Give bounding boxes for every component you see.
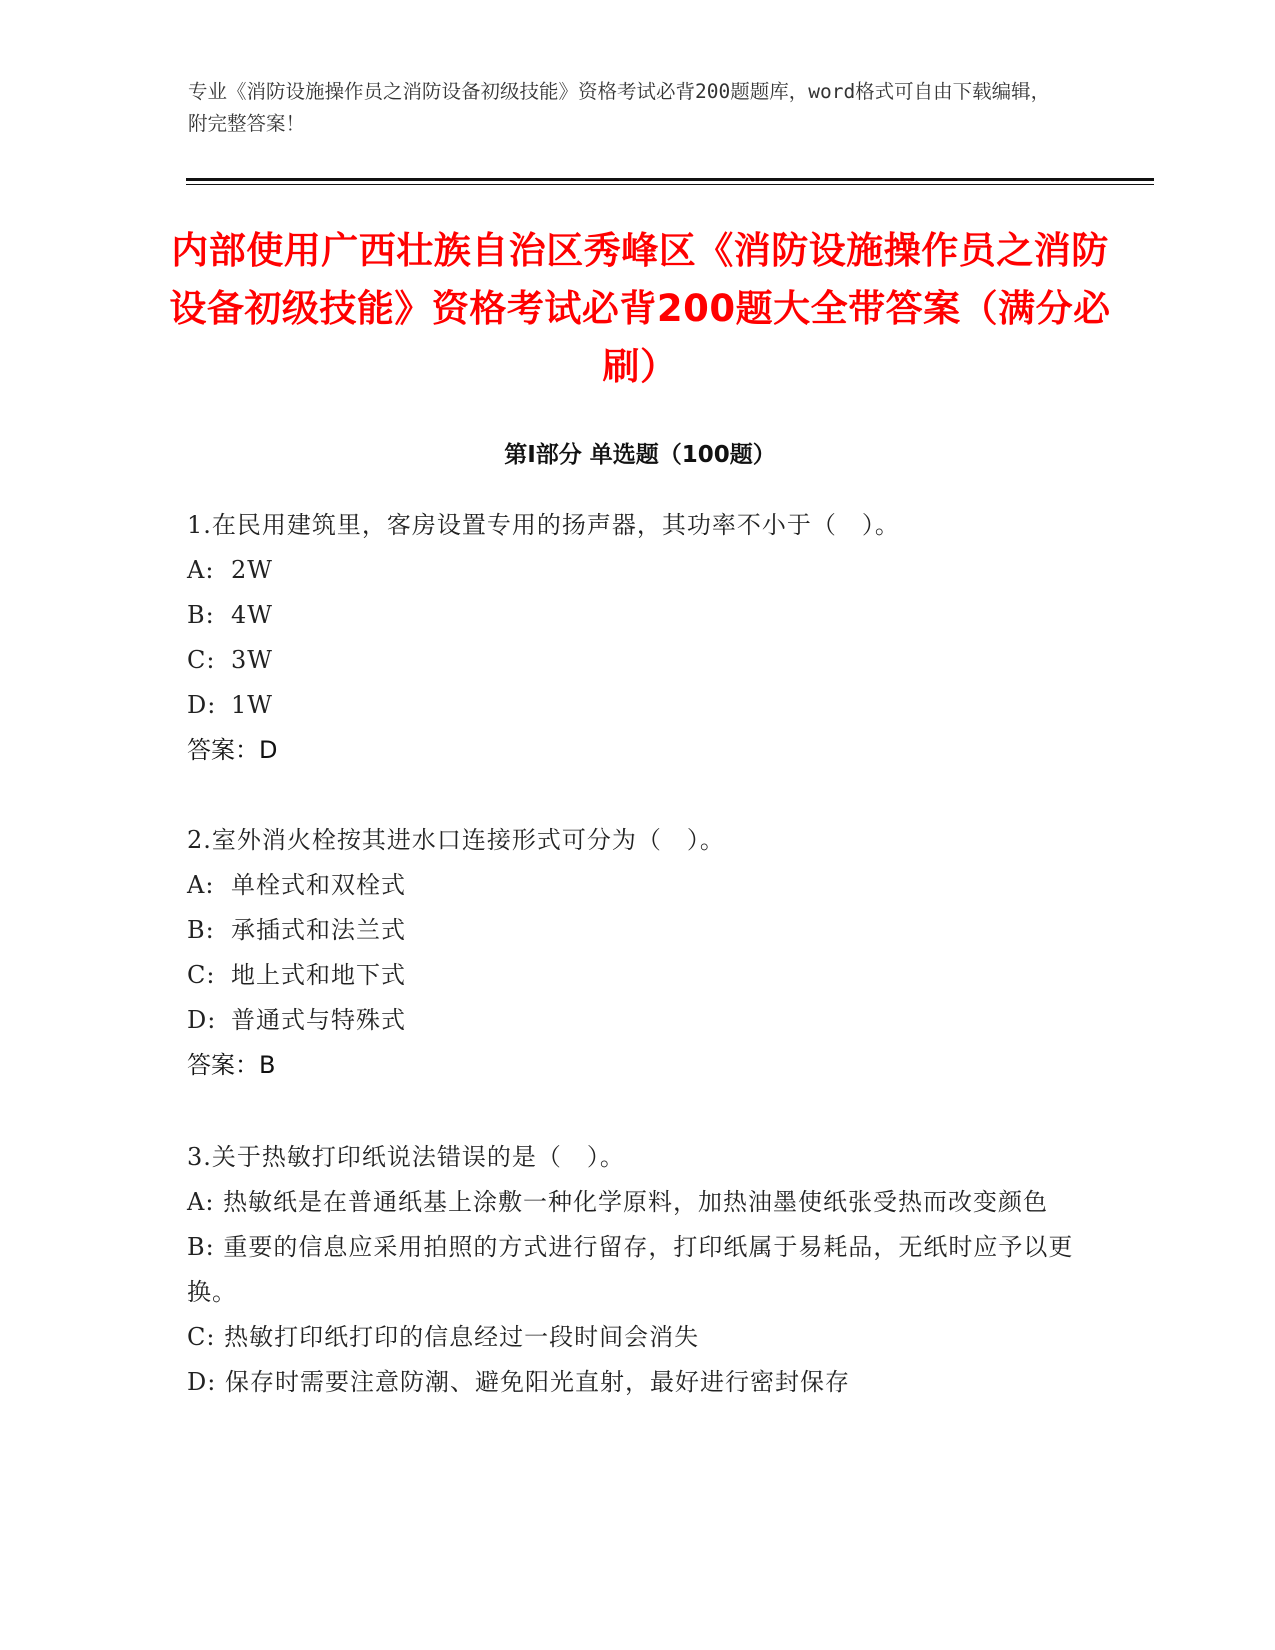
option-prefix: C: bbox=[187, 646, 216, 674]
option-prefix: D: bbox=[187, 691, 217, 719]
option-d bbox=[187, 683, 1087, 728]
question-stem: 2.室外消火栓按其进水口连接形式可分为（ ）。 bbox=[187, 826, 725, 854]
option-text: 2W bbox=[231, 556, 273, 584]
option-text: 热敏纸是在普通纸基上涂敷一种化学原料，加热油墨使纸张受热而改变颜色 bbox=[223, 1188, 1049, 1216]
section-heading: 第Ⅰ部分 单选题（100题） bbox=[504, 442, 776, 468]
question-3 bbox=[187, 1135, 1087, 1405]
option-text: 单栓式和双栓式 bbox=[231, 871, 406, 899]
option-text: 4W bbox=[231, 601, 273, 629]
option-text: 保存时需要注意防潮、避免阳光直射，最好进行密封保存 bbox=[224, 1368, 850, 1396]
option-prefix: A: bbox=[187, 871, 215, 899]
question-1 bbox=[187, 503, 1087, 773]
option-c bbox=[187, 953, 1087, 998]
option-text: 3W bbox=[231, 646, 273, 674]
question-stem: 1.在民用建筑里，客房设置专用的扬声器，其功率不小于（ ）。 bbox=[187, 511, 900, 539]
header-divider-thick bbox=[186, 178, 1154, 181]
option-prefix: D: bbox=[187, 1006, 217, 1034]
answer-line: 答案：D bbox=[187, 736, 278, 764]
header-divider-thin bbox=[186, 184, 1154, 185]
option-prefix: A: bbox=[187, 556, 215, 584]
option-prefix: B: bbox=[187, 916, 215, 944]
document-title: 内部使用广西壮族自治区秀峰区《消防设施操作员之消防设备初级技能》资格考试必背200题大全带答案（满分必刷） bbox=[169, 229, 1111, 388]
option-d bbox=[187, 998, 1087, 1043]
question-2 bbox=[187, 818, 1087, 1088]
option-a bbox=[187, 863, 1087, 908]
option-prefix: B: bbox=[187, 601, 215, 629]
option-text: 热敏打印纸打印的信息经过一段时间会消失 bbox=[224, 1323, 700, 1351]
option-b bbox=[187, 1225, 1087, 1315]
option-c bbox=[187, 638, 1087, 683]
option-b bbox=[187, 593, 1087, 638]
option-prefix: B: bbox=[187, 1233, 215, 1261]
option-c bbox=[187, 1315, 1087, 1360]
option-prefix: A: bbox=[187, 1188, 215, 1216]
option-prefix: D: bbox=[187, 1368, 217, 1396]
option-text: 重要的信息应采用拍照的方式进行留存，打印纸属于易耗品，无纸时应予以更换。 bbox=[187, 1233, 1074, 1306]
option-text: 1W bbox=[231, 691, 273, 719]
option-text: 地上式和地下式 bbox=[231, 961, 406, 989]
option-a bbox=[187, 548, 1087, 593]
question-stem: 3.关于热敏打印纸说法错误的是（ ）。 bbox=[187, 1143, 625, 1171]
option-prefix: C: bbox=[187, 1323, 216, 1351]
option-prefix: C: bbox=[187, 961, 216, 989]
option-b bbox=[187, 908, 1087, 953]
option-a bbox=[187, 1180, 1087, 1225]
option-text: 承插式和法兰式 bbox=[231, 916, 406, 944]
option-text: 普通式与特殊式 bbox=[231, 1006, 406, 1034]
answer-line: 答案：B bbox=[187, 1051, 276, 1079]
option-d bbox=[187, 1360, 1087, 1405]
header-note: 专业《消防设施操作员之消防设备初级技能》资格考试必背200题题库，word格式可自由下载编辑，附完整答案！ bbox=[188, 80, 1051, 135]
